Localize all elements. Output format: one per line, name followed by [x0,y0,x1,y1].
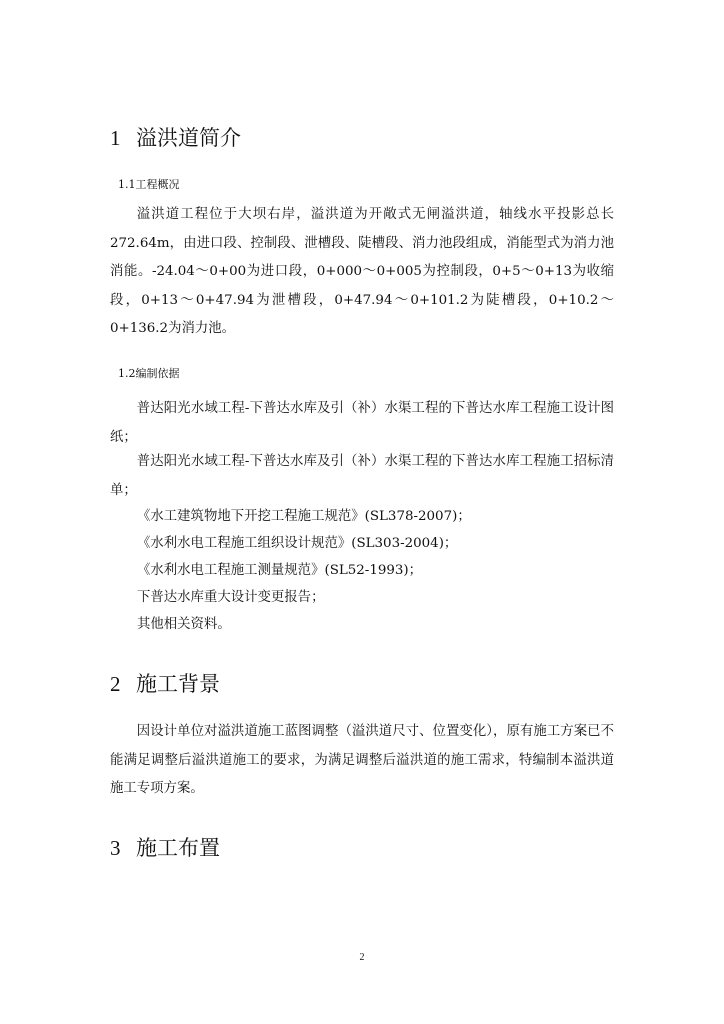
basis-item: 《水利水电工程施工测量规范》(SL52-1993)； [137,563,423,578]
section-number: 1 [110,126,121,150]
section-title: 施工背景 [136,672,220,696]
paragraph-project-overview: 溢洪道工程位于大坝右岸，溢洪道为开敞式无闸溢洪道，轴线水平投影总长272.64m，由进口段、控制段、泄槽段、陡槽段、消力池段组成，消能型式为消力池消能。-24.04～0+00为进口段，0+000～0+005为控制段，0+5～0+13为收缩段，0+13～0+47.94为泄槽段，0+47.94～0+101.2为陡槽段，0+10.2～0+136.2为消力池。 [110,207,614,336]
paragraph-basis-design: 普达阳光水域工程-下普达水库及引（补）水渠工程的下普达水库工程施工设计图纸； [110,401,614,445]
section-heading-1 [110,124,241,152]
paragraph-basis-tender: 普达阳光水域工程-下普达水库及引（补）水渠工程的下普达水库工程施工招标清单； [110,454,614,498]
subsection-heading-1-1: 1.1工程概况 [118,178,180,191]
section-title: 施工布置 [136,836,220,860]
section-heading-2 [110,670,220,698]
paragraph-background: 因设计单位对溢洪道施工蓝图调整（溢洪道尺寸、位置变化），原有施工方案已不能满足调整后溢洪道施工的要求，为满足调整后溢洪道的施工需求，特编制本溢洪道施工专项方案。 [110,724,614,796]
section-heading-3 [110,834,220,862]
basis-item: 《水工建筑物地下开挖工程施工规范》(SL378-2007)； [137,509,471,524]
section-number: 3 [110,836,121,860]
section-number: 2 [110,672,121,696]
page-number: 2 [359,952,365,963]
basis-item: 《水利水电工程施工组织设计规范》(SL303-2004)； [137,536,458,551]
subsection-heading-1-2: 1.2编制依据 [118,367,180,380]
basis-item: 下普达水库重大设计变更报告； [137,590,325,605]
basis-item: 其他相关资料。 [137,617,231,632]
section-title: 溢洪道简介 [136,126,241,150]
